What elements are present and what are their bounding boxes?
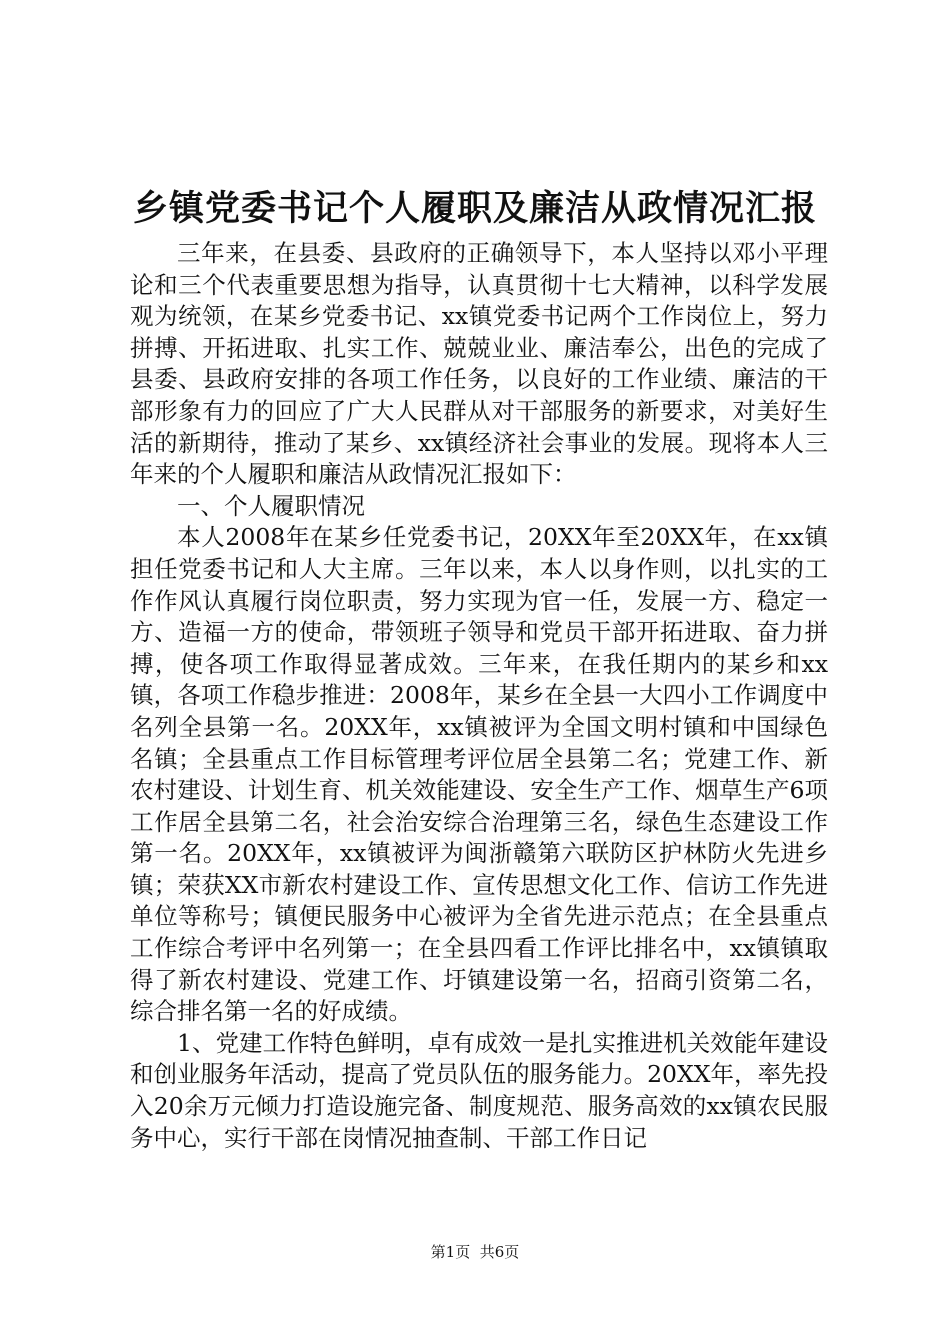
page-footer [0,1242,950,1262]
document-title: 乡镇党委书记个人履职及廉洁从政情况汇报 [132,189,817,229]
intro-paragraph: 三年来，在县委、县政府的正确领导下，本人坚持以邓小平理论和三个代表重要思想为指导，认真贯彻十七大精神，以科学发展观为统领，在某乡党委书记、xx镇党委书记两个工作岗位上，努力拼搏、开拓进取、扎实工作、兢兢业业、廉洁奉公，出色的完成了县委、县政府安排的各项工作任务，以良好的工作业绩、廉洁的干部形象有力的回应了广大人民群从对干部服务的新要求，对美好生活的新期待，推动了某乡、xx镇经济社会事业的发展。现将本人三年来的个人履职和廉洁从政情况汇报如下： [130,239,828,489]
document-body [130,238,828,1154]
party-building-paragraph: 1、党建工作特色鲜明，卓有成效一是扎实推进机关效能年建设和创业服务年活动，提高了党员队伍的服务能力。20XX年，率先投入20余万元倾力打造设施完备、制度规范、服务高效的xx镇农民服务中心，实行干部在岗情况抽查制、干部工作日记 [130,1028,828,1152]
page-total: 共6页 [479,1243,520,1261]
page-number: 第1页 [430,1243,471,1261]
performance-paragraph: 本人2008年在某乡任党委书记，20XX年至20XX年，在xx镇担任党委书记和人大主席。三年以来，本人以身作则，以扎实的工作作风认真履行岗位职责，努力实现为官一任，发展一方、稳定一方、造福一方的使命，带领班子领导和党员干部开拓进取、奋力拼搏，使各项工作取得显著成效。三年来，在我任期内的某乡和xx镇，各项工作稳步推进：2008年，某乡在全县一大四小工作调度中名列全县第一名。20XX年，xx镇被评为全国文明村镇和中国绿色名镇；全县重点工作目标管理考评位居全县第二名；党建工作、新农村建设、计划生育、机关效能建设、安全生产工作、烟草生产6项工作居全县第二名，社会治安综合治理第三名，绿色生态建设工作第一名。20XX年，xx镇被评为闽浙赣第六联防区护林防火先进乡镇；荣获XX市新农村建设工作、宣传思想文化工作、信访工作先进单位等称号；镇便民服务中心被评为全省先进示范点；在全县重点工作综合考评中名列第一；在全县四看工作评比排名中，xx镇镇取得了新农村建设、党建工作、圩镇建设第一名，招商引资第二名，综合排名第一名的好成绩。 [130,523,828,1026]
section-heading: 一、个人履职情况 [177,491,365,520]
